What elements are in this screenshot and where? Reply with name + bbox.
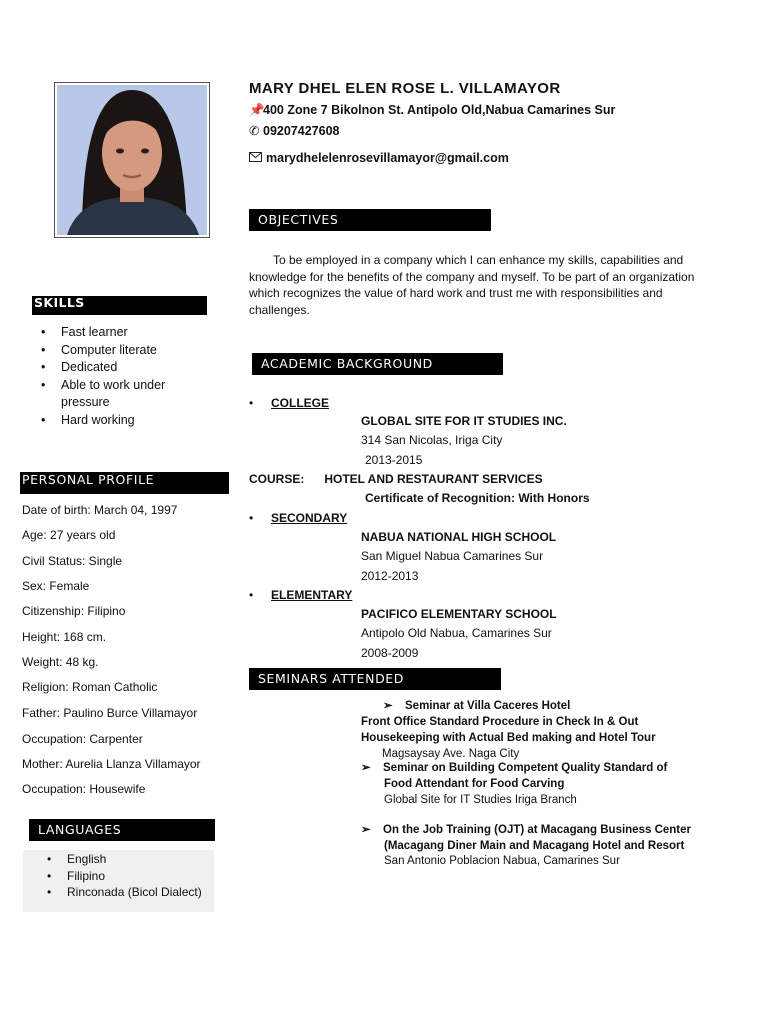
elementary-school: PACIFICO ELEMENTARY SCHOOL [361, 607, 557, 621]
profile-religion: Religion: Roman Catholic [22, 680, 158, 694]
skill-item: • Dedicated [33, 359, 213, 377]
seminar-1-place: Magsaysay Ave. Naga City [382, 748, 520, 760]
profile-height: Height: 168 cm. [22, 630, 107, 644]
profile-father-occupation: Occupation: Carpenter [22, 732, 143, 746]
email-text: marydhelelenrosevillamayor@gmail.com [266, 151, 509, 165]
seminar-1-line2: Front Office Standard Procedure in Check In & Out [361, 716, 639, 728]
arrow-bullet-icon: ➢ [361, 824, 371, 836]
college-label-row [249, 394, 329, 414]
phone-line [249, 123, 339, 138]
bullet: • [249, 588, 254, 602]
profile-photo [57, 85, 207, 235]
profile-photo-frame [54, 82, 210, 238]
profile-birthdate: Date of birth: March 04, 1997 [22, 503, 178, 517]
profile-mother-occupation: Occupation: Housewife [22, 782, 146, 796]
person-photo-illustration [57, 85, 207, 235]
pushpin-icon: 📌 [249, 103, 265, 117]
college-address: 314 San Nicolas, Iriga City [361, 433, 503, 447]
email-line [249, 151, 509, 165]
arrow-bullet-icon: ➢ [383, 700, 393, 712]
language-item: • Filipino [39, 868, 214, 885]
languages-heading: LANGUAGES [29, 819, 215, 841]
phone-text: 09207427608 [263, 124, 340, 138]
seminar-3-title-row [361, 822, 691, 838]
secondary-address: San Miguel Nabua Camarines Sur [361, 549, 544, 563]
phone-icon: ✆ [249, 124, 260, 138]
seminar-3-place: San Antonio Poblacion Nabua, Camarines Sur [384, 855, 620, 867]
course-value: HOTEL AND RESTAURANT SERVICES [324, 472, 543, 486]
elementary-label: ELEMENTARY [271, 588, 353, 602]
seminar-2-line1: Seminar on Building Competent Quality Standard of [383, 762, 668, 774]
skill-item: • Hard working [33, 412, 213, 430]
secondary-school: NABUA NATIONAL HIGH SCHOOL [361, 530, 557, 544]
personal-profile-heading: PERSONAL PROFILE [20, 472, 229, 494]
seminar-2-title-row [361, 760, 667, 776]
academic-background-heading: ACADEMIC BACKGROUND [252, 353, 503, 375]
bullet: • [249, 511, 254, 525]
college-school: GLOBAL SITE FOR IT STUDIES INC. [361, 414, 567, 428]
secondary-years: 2012-2013 [361, 569, 419, 583]
languages-list [23, 851, 214, 901]
seminar-1-line3: Housekeeping with Actual Bed making and Hotel Tour [361, 732, 656, 744]
address-text: 400 Zone 7 Bikolnon St. Antipolo Old,Nabua Camarines Sur [263, 103, 616, 117]
objectives-text: To be employed in a company which I can enhance my skills, capabilities and knowledge for the benefits of the company and myself. To be part of an organization which recognizes the value of hard work and trust me with responsibilities and challenges. [249, 253, 695, 317]
bullet: • [249, 396, 254, 410]
profile-father: Father: Paulino Burce Villamayor [22, 706, 198, 720]
profile-citizenship: Citizenship: Filipino [22, 604, 126, 618]
profile-age: Age: 27 years old [22, 528, 116, 542]
profile-weight: Weight: 48 kg. [22, 655, 99, 669]
seminar-1-title: Seminar at Villa Caceres Hotel [405, 700, 571, 712]
skill-item: • Fast learner [33, 324, 213, 342]
skill-item-continuation: pressure [61, 395, 110, 409]
profile-mother: Mother: Aurelia Llanza Villamayor [22, 757, 201, 771]
elementary-years: 2008-2009 [361, 646, 419, 660]
college-years: 2013-2015 [365, 453, 423, 467]
seminar-1-title-row [383, 698, 570, 714]
elementary-address: Antipolo Old Nabua, Camarines Sur [361, 626, 552, 640]
seminar-2-line2: Food Attendant for Food Carving [384, 778, 565, 790]
certificate-text: Certificate of Recognition: With Honors [365, 491, 590, 505]
profile-civil-status: Civil Status: Single [22, 554, 123, 568]
secondary-label-row [249, 509, 347, 529]
skill-item: • Computer literate [33, 342, 213, 360]
course-label: COURSE: [249, 472, 305, 486]
applicant-name: MARY DHEL ELEN ROSE L. VILLAMAYOR [249, 80, 561, 97]
skill-item: • Able to work under [33, 377, 213, 395]
language-item: • Rinconada (Bicol Dialect) [39, 884, 214, 901]
seminar-3-line1: On the Job Training (OJT) at Macagang Business Center [383, 824, 691, 836]
language-item: • English [39, 851, 214, 868]
college-label: COLLEGE [271, 396, 330, 410]
envelope-icon [249, 151, 266, 165]
skills-heading: SKILLS [32, 296, 207, 315]
profile-sex: Sex: Female [22, 579, 90, 593]
seminar-3-line2: (Macagang Diner Main and Macagang Hotel and Resort [384, 840, 685, 852]
seminars-heading: SEMINARS ATTENDED [249, 668, 501, 690]
skills-list [33, 324, 213, 429]
arrow-bullet-icon: ➢ [361, 762, 371, 774]
objectives-heading: OBJECTIVES [249, 209, 491, 231]
course-row [249, 470, 543, 490]
seminar-2-place: Global Site for IT Studies Iriga Branch [384, 794, 577, 806]
languages-box [23, 850, 214, 912]
elementary-label-row [249, 586, 352, 606]
address-line [249, 103, 615, 118]
secondary-label: SECONDARY [271, 511, 348, 525]
